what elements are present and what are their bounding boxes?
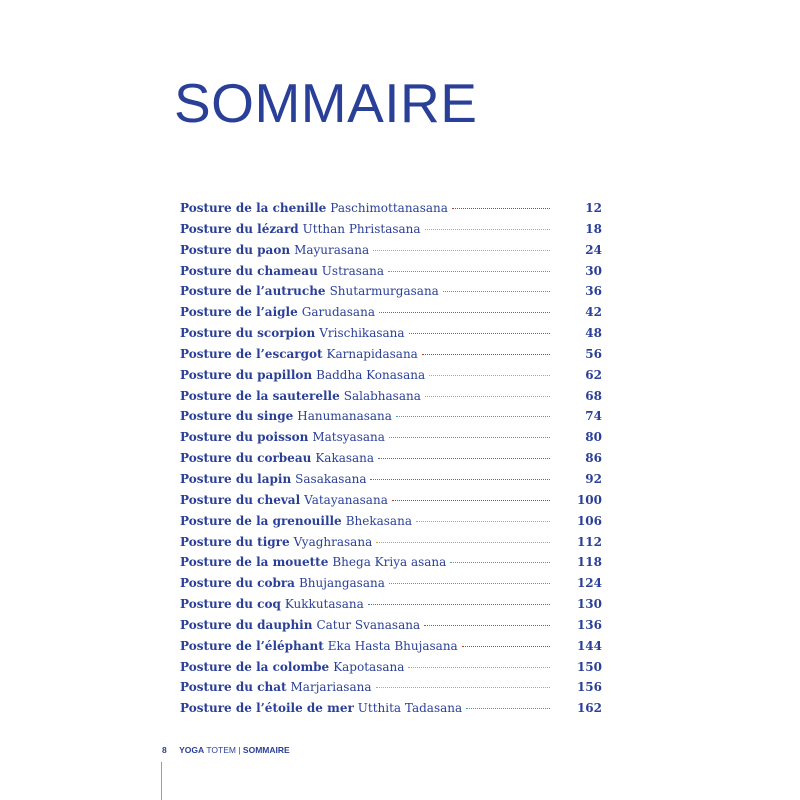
table-of-contents [180, 198, 602, 719]
toc-entry-sanskrit-name: Kukkutasana [284, 597, 364, 612]
toc-entry [180, 281, 602, 302]
toc-entry-pose-name: Posture de la colombe [180, 659, 330, 674]
toc-entry-sanskrit-name: Shutarmurgasana [329, 284, 439, 299]
toc-entry-leader-dots [452, 208, 550, 209]
toc-entry-pose-name: Posture du paon [180, 242, 291, 257]
toc-entry-sanskrit-name: Matsyasana [312, 430, 385, 445]
toc-entry-leader-dots [425, 229, 550, 230]
toc-entry-page-number: 30 [585, 263, 602, 278]
toc-entry-pose-name: Posture de l’éléphant [180, 638, 324, 653]
toc-entry [180, 427, 602, 448]
toc-entry [180, 198, 602, 219]
page-footer [162, 745, 290, 755]
toc-entry-sanskrit-name: Utthita Tadasana [357, 701, 463, 716]
toc-entry-pose-name: Posture de l’étoile de mer [180, 701, 354, 716]
toc-entry-pose-name: Posture du cobra [180, 576, 295, 591]
toc-entry-leader-dots [368, 604, 550, 605]
toc-entry-page-number: 144 [576, 638, 602, 653]
toc-entry-leader-dots [373, 250, 550, 251]
toc-entry [180, 469, 602, 490]
toc-entry-page-number: 12 [585, 201, 602, 215]
toc-entry [180, 344, 602, 365]
toc-entry-sanskrit-name: Kapotasana [333, 659, 405, 674]
toc-entry-sanskrit-name: Garudasana [301, 305, 375, 320]
toc-entry-pose-name: Posture du scorpion [180, 326, 316, 341]
toc-entry-sanskrit-name: Marjariasana [290, 680, 372, 695]
toc-entry [180, 406, 602, 427]
toc-entry-page-number: 112 [576, 534, 602, 549]
toc-entry [180, 573, 602, 594]
page-title: SOMMAIRE [174, 72, 478, 134]
footer-vertical-rule [161, 762, 162, 800]
toc-entry-leader-dots [376, 687, 551, 688]
toc-entry [180, 240, 602, 261]
toc-entry-page-number: 24 [585, 242, 602, 257]
toc-entry-pose-name: Posture du singe [180, 409, 294, 424]
toc-entry-page-number: 80 [585, 430, 602, 445]
toc-entry-sanskrit-name: Eka Hasta Bhujasana [327, 638, 458, 653]
toc-entry-sanskrit-name: Utthan Phristasana [302, 221, 421, 236]
toc-entry-pose-name: Posture de l’escargot [180, 346, 323, 361]
toc-entry-sanskrit-name: Paschimottanasana [330, 201, 448, 215]
toc-entry-pose-name: Posture du cheval [180, 492, 301, 507]
toc-entry-page-number: 86 [585, 451, 602, 466]
toc-entry-sanskrit-name: Kakasana [315, 451, 375, 466]
footer-section: SOMMAIRE [242, 745, 290, 755]
toc-entry-pose-name: Posture du dauphin [180, 617, 313, 632]
footer-page-number: 8 [162, 745, 167, 755]
toc-entry-pose-name: Posture de la chenille [180, 201, 327, 215]
toc-entry [180, 261, 602, 282]
toc-entry-leader-dots [425, 396, 550, 397]
toc-entry-sanskrit-name: Ustrasana [321, 263, 384, 278]
toc-entry [180, 490, 602, 511]
toc-entry-leader-dots [443, 291, 550, 292]
toc-entry [180, 511, 602, 532]
footer-separator: | [238, 745, 241, 755]
toc-entry-pose-name: Posture du corbeau [180, 451, 312, 466]
toc-entry-leader-dots [376, 542, 550, 543]
toc-entry-sanskrit-name: Karnapidasana [326, 346, 418, 361]
toc-entry-pose-name: Posture du tigre [180, 534, 290, 549]
toc-entry-page-number: 100 [576, 492, 602, 507]
toc-entry-pose-name: Posture du lézard [180, 221, 299, 236]
toc-entry-page-number: 136 [576, 617, 602, 632]
toc-entry-leader-dots [450, 562, 550, 563]
toc-entry-page-number: 36 [585, 284, 602, 299]
toc-entry-sanskrit-name: Bhujangasana [298, 576, 385, 591]
toc-entry-pose-name: Posture de la mouette [180, 555, 329, 570]
toc-entry-page-number: 68 [585, 388, 602, 403]
toc-entry [180, 365, 602, 386]
toc-entry-pose-name: Posture du papillon [180, 367, 313, 382]
toc-entry-sanskrit-name: Bhega Kriya asana [332, 555, 447, 570]
toc-entry-leader-dots [429, 375, 550, 376]
toc-entry-page-number: 150 [576, 659, 602, 674]
toc-entry [180, 552, 602, 573]
toc-entry-page-number: 62 [585, 367, 602, 382]
toc-entry-leader-dots [408, 667, 550, 668]
toc-entry-page-number: 156 [576, 680, 602, 695]
toc-entry-leader-dots [409, 333, 550, 334]
toc-entry-pose-name: Posture de la grenouille [180, 513, 342, 528]
toc-entry-sanskrit-name: Vyaghrasana [293, 534, 373, 549]
toc-entry [180, 657, 602, 678]
toc-entry-pose-name: Posture du coq [180, 597, 281, 612]
toc-entry [180, 677, 602, 698]
toc-entry [180, 594, 602, 615]
toc-entry-page-number: 130 [576, 597, 602, 612]
toc-entry [180, 698, 602, 719]
toc-entry-sanskrit-name: Vrischikasana [319, 326, 405, 341]
toc-entry-leader-dots [424, 625, 550, 626]
toc-entry-leader-dots [422, 354, 550, 355]
toc-entry [180, 386, 602, 407]
toc-entry-page-number: 124 [576, 576, 602, 591]
toc-entry-leader-dots [370, 479, 550, 480]
toc-entry-leader-dots [378, 458, 550, 459]
toc-entry-leader-dots [462, 646, 550, 647]
toc-entry-leader-dots [396, 416, 550, 417]
footer-book-title: TOTEM [206, 745, 236, 755]
toc-entry-pose-name: Posture de l’aigle [180, 305, 298, 320]
toc-entry-leader-dots [389, 437, 550, 438]
toc-entry [180, 532, 602, 553]
toc-entry-page-number: 18 [585, 221, 602, 236]
toc-entry-pose-name: Posture du lapin [180, 471, 292, 486]
toc-entry [180, 323, 602, 344]
toc-entry-sanskrit-name: Mayurasana [294, 242, 370, 257]
toc-entry-sanskrit-name: Baddha Konasana [316, 367, 426, 382]
toc-entry-leader-dots [416, 521, 550, 522]
toc-entry-page-number: 118 [576, 555, 602, 570]
toc-entry-pose-name: Posture du poisson [180, 430, 309, 445]
toc-entry-pose-name: Posture de l’autruche [180, 284, 326, 299]
toc-entry-sanskrit-name: Hanumanasana [297, 409, 392, 424]
toc-entry-pose-name: Posture de la sauterelle [180, 388, 340, 403]
toc-entry-leader-dots [389, 583, 550, 584]
toc-entry-page-number: 56 [585, 346, 602, 361]
toc-entry [180, 219, 602, 240]
toc-entry-sanskrit-name: Sasakasana [295, 471, 367, 486]
toc-entry-pose-name: Posture du chat [180, 680, 287, 695]
footer-book-title-bold: YOGA [179, 745, 205, 755]
toc-entry-page-number: 162 [576, 701, 602, 716]
toc-entry [180, 448, 602, 469]
toc-entry-leader-dots [388, 271, 550, 272]
toc-entry-leader-dots [392, 500, 550, 501]
toc-entry-page-number: 92 [585, 471, 602, 486]
toc-entry-sanskrit-name: Bhekasana [345, 513, 412, 528]
toc-entry-leader-dots [379, 312, 550, 313]
toc-entry [180, 636, 602, 657]
toc-entry-sanskrit-name: Salabhasana [343, 388, 421, 403]
toc-entry-page-number: 74 [585, 409, 602, 424]
toc-entry-pose-name: Posture du chameau [180, 263, 318, 278]
toc-entry-leader-dots [466, 708, 550, 709]
toc-entry [180, 302, 602, 323]
toc-entry-page-number: 48 [585, 326, 602, 341]
toc-entry [180, 615, 602, 636]
toc-entry-sanskrit-name: Vatayanasana [304, 492, 388, 507]
toc-entry-page-number: 106 [576, 513, 602, 528]
toc-entry-page-number: 42 [585, 305, 602, 320]
toc-entry-sanskrit-name: Catur Svanasana [316, 617, 421, 632]
